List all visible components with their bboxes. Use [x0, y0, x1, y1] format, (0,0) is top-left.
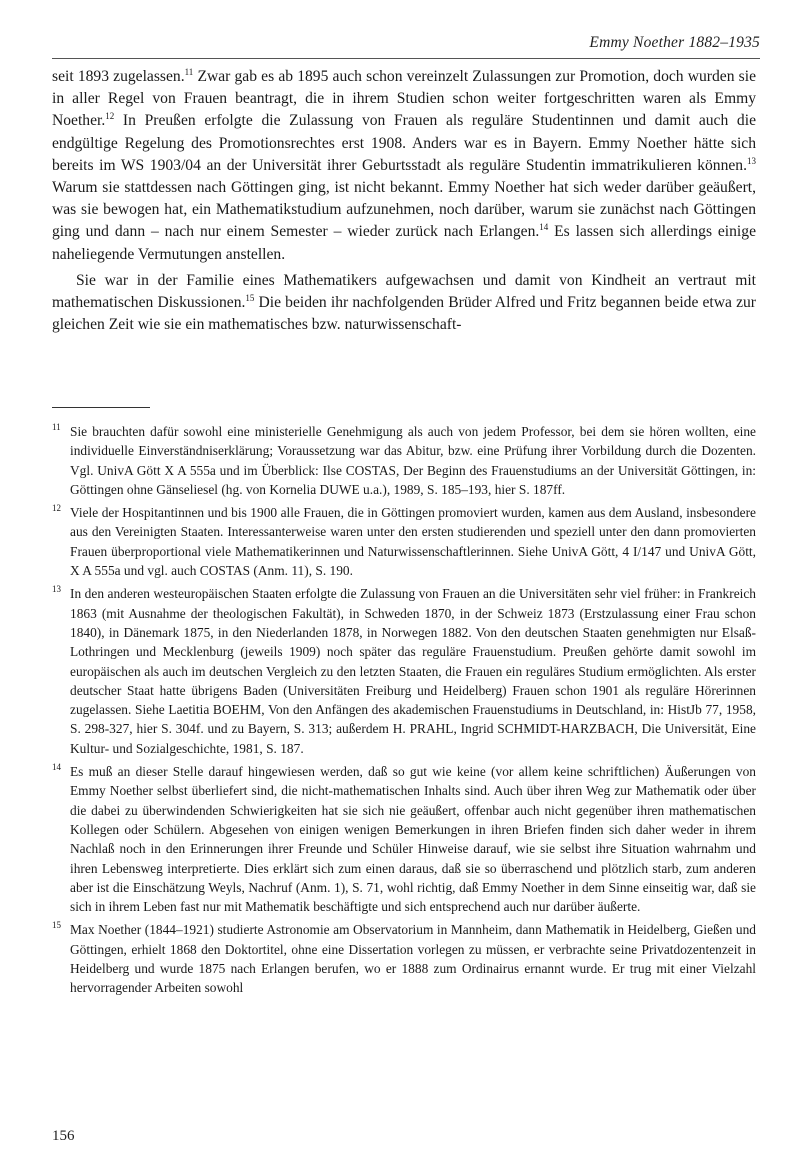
footnote-number: 14: [52, 762, 61, 773]
running-head: Emmy Noether 1882–1935: [589, 34, 760, 51]
footnote-ref: 13: [747, 155, 756, 166]
footnote-number: 13: [52, 584, 61, 595]
footnote: [52, 920, 756, 997]
footnote: [52, 584, 756, 758]
footnote-ref: 11: [184, 67, 194, 77]
footnote: [52, 503, 756, 580]
text-run: seit 1893 zugelassen.: [52, 68, 185, 85]
footnote-number: 15: [52, 920, 61, 931]
footnotes: [52, 422, 756, 1002]
footnote-text: Viele der Hospitantinnen und bis 1900 alle Frauen, die in Göttingen promoviert wurden, kamen aus dem Ausland, insbesondere aus den Vereinigten Staaten. Interessanterweise waren unter den ersten studierenden und speziell unter den dann promovierten Frauen überproportional viele Mathematikerinnen und Naturwissenschaftlerinnen. Siehe UnivA Gött, 4 I/147 und UnivA Gött, X A 555a und vgl. auch COSTAS (Anm. 11), S. 190.: [70, 505, 756, 579]
footnote-number: 12: [52, 503, 61, 514]
footnote-ref: 14: [539, 222, 549, 233]
header-rule: [52, 58, 760, 59]
footnote-separator: [52, 407, 150, 408]
text-run: Die beiden ihr nachfolgenden Brüder Alfred und Fritz begannen beide etwa zur gleichen Zeit wie sie ein mathematisches bzw. naturwissenschaft-: [52, 294, 756, 334]
text-run: Warum sie stattdessen nach Göttingen ging, ist nicht bekannt. Emmy Noether hat sich weder darüber geäußert, was sie bewogen hat, ein Mathematikstudium aufzunehmen, noch darüber, warum sie zunächst nach Göttingen ging und dann – nach nur einem Semester – wieder zurück nach Erlangen.: [52, 179, 756, 241]
page-number: 156: [52, 1128, 75, 1144]
paragraph: [52, 270, 756, 337]
footnote-text: In den anderen westeuropäischen Staaten erfolgte die Zulassung von Frauen an die Universitäten sehr viel früher: in Frankreich 1863 (mit Ausnahme der theologischen Fakultät), in Schweden 1870, in der Schweiz 1873 (Erstzulassung einer Frau schon 1840), in Dänemark 1875, in den Niederlanden 1878, in Norwegen 1882. Von den deutschen Staaten genehmigten nur Elsaß-Lothringen und Mecklenburg (jeweils 1909) noch später das reguläre Frauenstudium. Preußen gehörte damit sowohl im europäischen als auch im deutschen Vergleich zu den letzten Staaten, die Frauen ein reguläres Studium ermöglichten. Als erster deutscher Staat hatte übrigens Baden (Universitäten Freiburg und Heidelberg) Frauen schon 1901 als reguläre Hörerinnen zugelassen. Siehe Laetitia BOEHM, Von den Anfängen des akademischen Frauenstudiums in Deutschland, in: HistJb 77, 1958, S. 298-327, hier S. 304f. und zu Bayern, S. 313; außerdem H. PRAHL, Ingrid SCHMIDT-HARZBACH, Die Universität, Eine Kultur- und Sozialgeschichte, 1981, S. 187.: [70, 586, 756, 756]
footnote-text: Es muß an dieser Stelle darauf hingewiesen werden, daß so gut wie keine (vor allem keine schriftlichen) Äußerungen von Emmy Noether selbst überliefert sind, die nicht-mathematischen Inhalts sind. Auch über ihren Weg zur Mathematik oder über die dabei zu überwindenden Schwierigkeiten hat sie sich nie geäußert, offenbar auch nicht gegenüber ihren mathematischen Kollegen oder Schülern. Abgesehen von einigen wenigen Bemerkungen in ihren Briefen finden sich daher weder in ihrem Nachlaß noch in den Erinnerungen ihrer Freunde und Schüler Hinweise darauf, wie sie selbst ihre Situation wahrnahm und ihren Lebensweg interpretierte. Dies erklärt sich zum einen daraus, daß sie so überraschend und plötzlich starb, zum anderen aber ist die Einschätzung Weyls, Nachruf (Anm. 1), S. 71, wohl richtig, daß Emmy Noether in dem Sinne einseitig war, daß sie sich in ihrem Leben fast nur mit Mathematik beschäftigte und sich entsprechend auch nur darüber äußerte.: [70, 764, 756, 915]
main-text: [52, 66, 756, 336]
footnote-text: Max Noether (1844–1921) studierte Astronomie am Observatorium in Mannheim, dann Mathematik in Heidelberg, Gießen und Göttingen, erhielt 1868 den Doktortitel, ohne eine Dissertation vorlegen zu müssen, er verbrachte seine Privatdozentenzeit in Heidelberg und wurde 1875 nach Erlangen berufen, wo er 1888 zum Ordinairus ernannt wurde. Er trug mit einer Vielzahl hervorragender Arbeiten sowohl: [70, 922, 756, 996]
footnote-ref: 12: [105, 111, 115, 122]
footnote-ref: 15: [245, 293, 255, 304]
footnote: [52, 762, 756, 916]
text-run: Zwar gab es ab 1895 auch schon vereinzelt Zulassungen zur Promotion, doch wurden sie in aller Regel von Frauen beantragt, die in ihrem Studien schon weiter fortgeschritten waren als Emmy Noether.: [52, 68, 756, 130]
paragraph: [52, 66, 756, 266]
footnote: [52, 422, 756, 499]
text-run: In Preußen erfolgte die Zulassung von Frauen als reguläre Studentinnen und damit auch die endgültige Regelung des Promotionsrechtes erst 1908. Anders war es in Bayern. Emmy Noether hätte sich bereits im WS 1903/04 an der Universität ihrer Geburtsstadt als reguläre Studentin immatrikulieren können.: [52, 112, 756, 174]
text-run: Sie war in der Familie eines Mathematikers aufgewachsen und damit von Kindheit an vertraut mit mathematischen Diskussionen.: [52, 271, 756, 312]
footnote-number: 11: [52, 422, 61, 432]
footnote-text: Sie brauchten dafür sowohl eine ministerielle Genehmigung als auch von jedem Professor, bei dem sie hören wollten, eine individuelle Einverständniserklärung; Voraussetzung war das Abitur, bzw. eine Prüfung ihrer Vorbildung durch die Dozenten. Vgl. UnivA Gött X A 555a und im Überblick: Ilse COSTAS, Der Beginn des Frauenstudiums an der Universität Göttingen, in: Göttingen ohne Gänseliesel (hg. von Kornelia DUWE u.a.), 1989, S. 185–193, hier S. 187ff.: [70, 424, 756, 497]
text-run: Es lassen sich allerdings einige naheliegende Vermutungen anstellen.: [52, 223, 756, 263]
